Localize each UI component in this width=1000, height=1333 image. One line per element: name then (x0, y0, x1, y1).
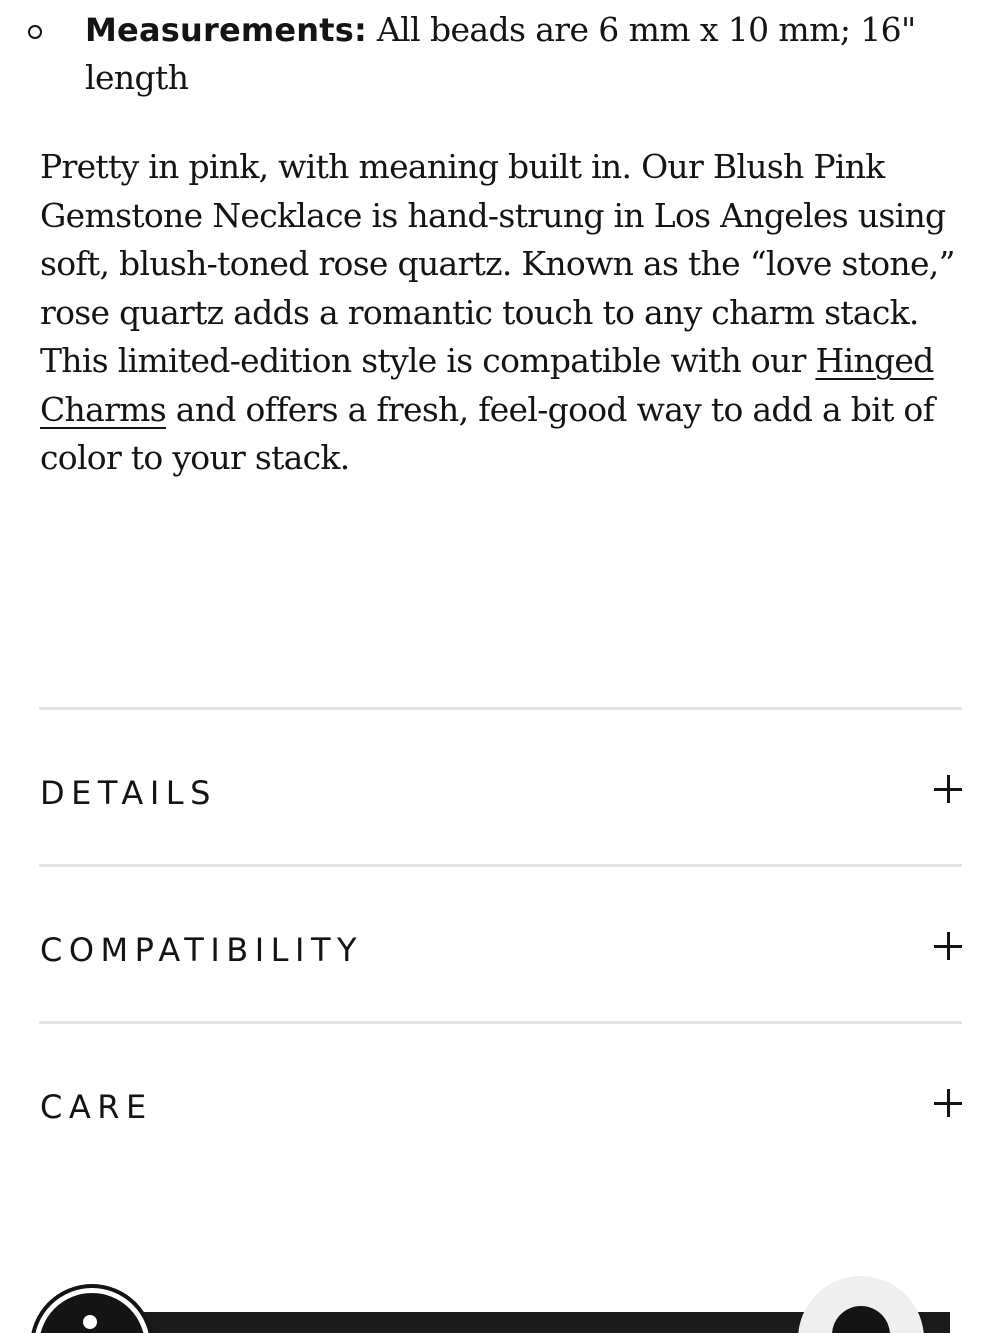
accordion-details[interactable] (39, 710, 962, 864)
chat-button[interactable] (798, 1276, 924, 1333)
measurements-text (85, 6, 945, 102)
measurements-value: All beads are 6 mm x 10 mm; 16" length (85, 10, 916, 97)
accordion-compatibility-title: COMPATIBILITY (40, 931, 364, 969)
measurements-label: Measurements: (85, 11, 368, 49)
chat-icon (832, 1306, 890, 1333)
hinged-charms-link[interactable]: Hinged Charms (40, 341, 934, 429)
accordion-compatibility[interactable] (39, 867, 962, 1021)
accordion-details-title: DETAILS (40, 774, 217, 812)
accessibility-icon[interactable] (34, 1288, 150, 1333)
plus-icon[interactable] (934, 1089, 962, 1117)
product-description (40, 143, 965, 483)
description-text-end: and offers a fresh, feel-good way to add a bit of color to your stack. (40, 389, 935, 477)
description-text-start: Pretty in pink, with meaning built in. Our Blush Pink Gemstone Necklace is hand-strung in Los Angeles using soft, blush-toned rose quartz. Known as the “love stone,” rose quartz adds a romantic touch to any charm stack. This limited-edition style is compatible with our (40, 147, 955, 380)
bullet-circle-icon (28, 25, 42, 39)
accordion-care-title: CARE (40, 1088, 153, 1126)
plus-icon[interactable] (934, 932, 962, 960)
product-info-accordion (39, 707, 962, 1178)
accordion-care[interactable] (39, 1024, 962, 1178)
plus-icon[interactable] (934, 775, 962, 803)
accessibility-head-dot (83, 1315, 97, 1329)
